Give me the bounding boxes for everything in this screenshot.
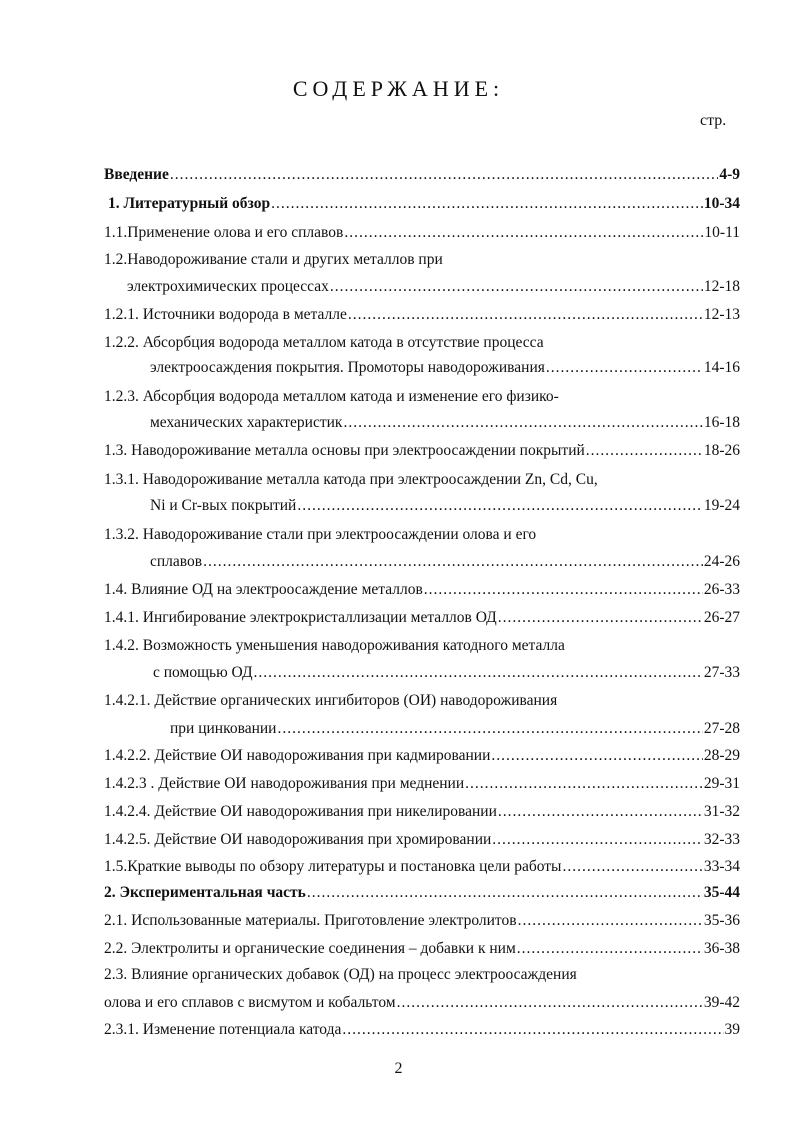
toc-entry-text: при цинковании	[170, 720, 277, 737]
toc-leader-dots	[562, 858, 702, 876]
toc-leader-dots	[330, 278, 703, 296]
toc-leader-dots	[498, 609, 703, 627]
toc-entry	[150, 414, 740, 436]
toc-entry	[104, 831, 740, 853]
toc-entry-text: 1.3. Наводороживание металла основы при электроосаждении покрытий	[104, 442, 585, 459]
toc-entry	[104, 803, 740, 825]
toc-entry	[150, 359, 740, 381]
toc-leader-dots	[254, 664, 703, 682]
toc-entry	[104, 940, 740, 962]
toc-entry-page: 28-29	[703, 747, 740, 764]
toc-entry-text: электрохимических процессах	[127, 278, 329, 295]
toc-entry-text: 1.4.2.2. Действие ОИ наводороживания при кадмировании	[104, 747, 491, 764]
toc-entry-page: 26-27	[703, 609, 740, 626]
toc-entry-text: 2.3.1. Изменение потенциала катода	[104, 1021, 342, 1038]
toc-entry-text: 1.5.Краткие выводы по обзору литературы и постановка цели работы	[104, 858, 562, 875]
toc-leader-dots	[498, 803, 703, 821]
toc-entry	[104, 747, 740, 769]
toc-leader-dots	[277, 720, 702, 738]
toc-entry-text: с помощью ОД	[153, 664, 253, 681]
toc-entry	[104, 224, 740, 246]
toc-entry-page: 10-11	[704, 224, 740, 241]
toc-entry-text: 1.2.Наводороживание стали и других металлов при	[104, 251, 443, 268]
toc-entry-text: 1.2.1. Источники водорода в металле	[104, 306, 347, 323]
toc-entry	[104, 166, 740, 188]
toc-entry-text: 1. Литературный обзор	[108, 195, 271, 212]
toc-entry-text: 1.2.2. Абсорбция водорода металлом катода в отсутствие процесса	[104, 334, 544, 351]
toc-entry-text: 1.4.1. Ингибирование электрокристаллизации металлов ОД	[104, 609, 497, 626]
toc-leader-dots	[517, 940, 703, 958]
toc-entry	[104, 994, 740, 1016]
toc-entry-page: 36-38	[703, 940, 740, 957]
toc-entry-text: 2.1. Использованные материалы. Приготовление электролитов	[104, 912, 517, 929]
toc-entry	[104, 442, 740, 464]
toc-entry-text: электроосаждения покрытия. Промоторы наводороживания	[150, 359, 545, 376]
toc-leader-dots	[297, 497, 702, 515]
toc-entry	[127, 278, 740, 300]
toc-entry-text: 1.4.2.1. Действие органических ингибиторов (ОИ) наводороживания	[104, 692, 558, 709]
toc-entry-page: 39	[724, 1021, 740, 1038]
toc-leader-dots	[271, 195, 703, 213]
toc-entry-page: 32-33	[703, 831, 740, 848]
toc-entry-page: 29-31	[703, 775, 740, 792]
page-number: 2	[394, 1060, 403, 1077]
toc-entry-text: Введение	[104, 166, 169, 183]
toc-leader-dots	[307, 884, 703, 902]
toc-entry-text: 1.3.1. Наводороживание металла катода при электроосаждении Zn, Cd, Cu,	[104, 471, 598, 488]
toc-leader-dots	[492, 831, 703, 849]
toc-entry-page: 26-33	[703, 581, 740, 598]
toc-entry-page: 4-9	[719, 166, 740, 183]
toc-entry-page: 14-16	[703, 359, 740, 376]
toc-entry-text: 1.2.3. Абсорбция водорода металлом катода и изменение его физико-	[104, 388, 559, 405]
toc-entry	[108, 195, 740, 217]
toc-entry-text: 1.4. Влияние ОД на электроосаждение металлов	[104, 581, 423, 598]
toc-entry	[104, 306, 740, 328]
page-title: СОДЕРЖАНИЕ:	[292, 76, 505, 101]
toc-entry-text: механических характеристик	[150, 414, 343, 431]
toc-entry-page: 35-36	[703, 912, 740, 929]
toc-leader-dots	[518, 912, 703, 930]
toc-entry-page: 27-28	[703, 720, 740, 737]
toc-entry-text: Ni и Cr-вых покрытий	[150, 497, 297, 514]
toc-entry	[104, 912, 740, 934]
toc-entry-page: 18-26	[703, 442, 740, 459]
toc-entry	[104, 1021, 740, 1043]
toc-leader-dots	[546, 359, 703, 377]
toc-entry	[104, 581, 740, 603]
toc-leader-dots	[465, 775, 703, 793]
toc-entry	[104, 858, 740, 880]
toc-entry-page: 12-13	[703, 306, 740, 323]
toc-entry	[104, 609, 740, 631]
toc-leader-dots	[342, 1021, 723, 1039]
toc-entry	[150, 497, 740, 519]
toc-leader-dots	[170, 166, 718, 184]
toc-entry-page: 31-32	[703, 803, 740, 820]
toc-entry-page: 19-24	[703, 497, 740, 514]
toc-entry	[153, 664, 740, 686]
toc-entry-page: 35-44	[703, 884, 740, 901]
toc-entry-text: 1.4.2.5. Действие ОИ наводороживания при хромировании	[104, 831, 492, 848]
toc-entry-text: олова и его сплавов с висмутом и кобальтом	[104, 994, 396, 1011]
toc-entry-page: 24-26	[703, 553, 740, 570]
toc-leader-dots	[397, 994, 703, 1012]
toc-leader-dots	[203, 553, 703, 571]
toc-entry-text: сплавов	[150, 553, 203, 570]
toc-entry-text: 2.2. Электролиты и органические соединения – добавки к ним	[104, 940, 516, 957]
toc-entry-text: 2. Экспериментальная часть	[104, 884, 306, 901]
toc-leader-dots	[491, 747, 702, 765]
toc-entry-page: 16-18	[703, 414, 740, 431]
toc-entry	[170, 720, 740, 742]
toc-entry-text: 1.4.2.4. Действие ОИ наводороживания при никелировании	[104, 803, 497, 820]
toc-leader-dots	[586, 442, 703, 460]
toc-leader-dots	[348, 306, 703, 324]
toc-entry-page: 39-42	[703, 994, 740, 1011]
toc-entry-page: 27-33	[703, 664, 740, 681]
toc-entry	[104, 884, 740, 906]
toc-leader-dots	[424, 581, 703, 599]
toc-entry-text: 1.4.2.3 . Действие ОИ наводороживания при меднении	[104, 775, 465, 792]
page-column-label: стр.	[700, 112, 727, 129]
toc-entry-text: 1.3.2. Наводороживание стали при электроосаждении олова и его	[104, 526, 537, 543]
toc-entry-text: 1.4.2. Возможность уменьшения наводороживания катодного металла	[104, 637, 565, 654]
toc-entry-text: 2.3. Влияние органических добавок (ОД) на процесс электроосаждения	[104, 966, 577, 983]
toc-entry	[104, 775, 740, 797]
toc-leader-dots	[343, 414, 702, 432]
toc-entry-page: 12-18	[703, 278, 740, 295]
toc-entry	[150, 553, 740, 575]
toc-leader-dots	[344, 224, 703, 242]
toc-entry-page: 10-34	[703, 195, 740, 212]
toc-entry-page: 33-34	[703, 858, 740, 875]
toc-entry-text: 1.1.Применение олова и его сплавов	[104, 224, 344, 241]
